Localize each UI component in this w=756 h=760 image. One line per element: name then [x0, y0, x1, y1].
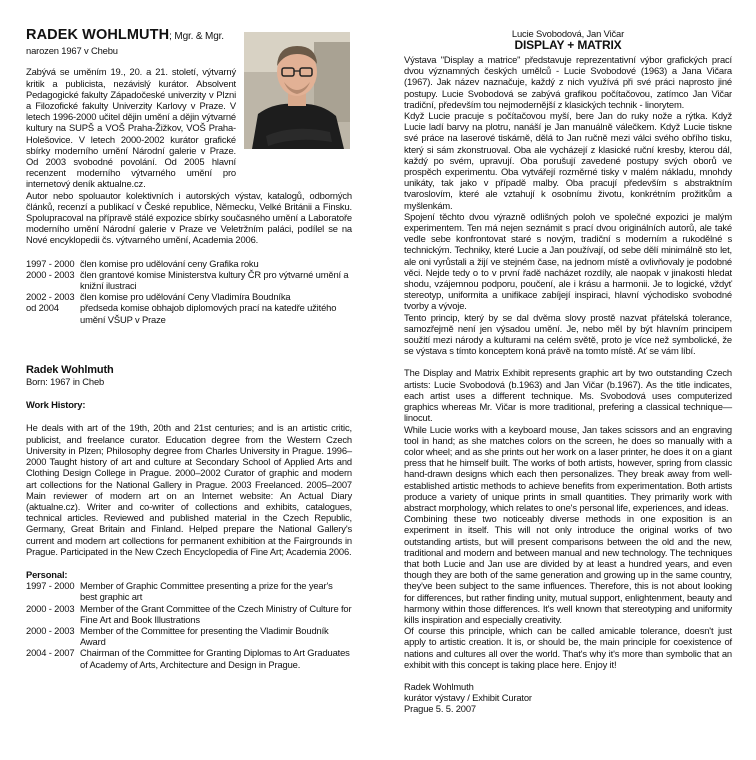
en-paragraph: The Display and Matrix Exhibit represents graphic art by two outstanding Czech artists: Lucie Svobodová (b.1963) and Jan Vičar (b.1967). As the title indicates, each artist uses a different technique. Ms. Svobodová uses computerized graphics whereas Mr. Vičar is more traditional, prefering a classical technique—linocut. — [404, 367, 732, 424]
cz-paragraph: Když Lucie pracuje s počítačovou myší, bere Jan do ruky nože a rýtka. Když Lucie ladí barvy na plotru, nanáší je Jan manuálně válečkem. Když Lucie tiskne své práce na laserové tiskárně, dělá to Jan ručně mezi válci svého obřího tisku, který si sám zkonstruoval. Oba ale vycházejí z klasické ruční kresby, kterou dál, každý po svém, upravují. Oba porušují zavedené postupy svých oborů ve prospěch experimentu. Oba vytvářejí rozměrné tisky v malém nákladu, mnohdy unikáty, tak jako v případě malby. Oba pracují především s abstraktním tvaroslovím, které ale vztahují k osobnímu životu, konkrétním prožitkům a myšlenkám. — [404, 110, 732, 211]
personal-years: 2004 - 2007 — [26, 647, 75, 659]
table-row — [26, 603, 352, 625]
en-paragraph: While Lucie works with a keyboard mouse, Jan takes scissors and an engraving tool in hand; as she matches colors on the screen, he does so manually with a color wheel; and as she prints out her work on a laser printer, he does it on a giant press that he himself built. The works of both artists, however, spring from classic hand-drawn designs which each then personalizes. They break away from well-established artistic methods to achieve benefits from experimentation. Both artists produce a variety of unique prints in small quantities. They primarily work with abstract morphology, which relates to one's personal life, experiences, and ideas. — [404, 423, 732, 513]
cz-bio-header — [26, 27, 352, 43]
table-row — [26, 258, 352, 269]
personal-years: 1997 - 2000 — [26, 580, 75, 592]
personal-text: Member of the Committee for presenting the Vladimir Boudník Award — [80, 624, 329, 648]
work-history-paragraph: He deals with art of the 19th, 20th and 21st centuries; and is an artistic critic, publicist, and freelance curator. Education degree from the Western Czech University in Plzen; Philosophy degree from Charles University in Prague. 1996–2000 Taught history of art and culture at Secondary School of Applied Arts and Clothing Design College in Prague. 2000–2002 Curator of graphic and modern art collections for the National Gallery in Prague. 2003 Freelanced. 2005–2007 Main reviewer of modern art on an Internet website: An Actual Diary (aktualne.cz). Writer and co-writer of collections and exhibits, catalogues, technical articles. Reviewed and published material in the Czech Republic, Germany, Great Britain and Finland. Helped prepare the National Gallery's current and modern art collections for permanent exhibition at the Fairgrounds in Prague. Participated in the New Czech Encyclopedia of Fine Art; Academia 2006. — [26, 422, 352, 557]
curator-degrees: ; Mgr. & Mgr. — [169, 31, 224, 42]
personal-years: 2000 - 2003 — [26, 624, 75, 636]
en-paragraph: Of course this principle, which can be called amicable tolerance, doesn't just apply to artistic creation. It is, or should be, the main principle for coexistence of nations and cultures all over the world. That's why it's more than symbolic that an exhibit with this concept is taking place here. Enjoy it! — [404, 625, 732, 670]
personal-text: Member of Graphic Committee presenting a prize for the year's best graphic art — [80, 580, 333, 603]
curator-bio-column — [26, 27, 352, 670]
signature-place-date: Prague 5. 5. 2007 — [404, 703, 476, 715]
table-row — [26, 580, 352, 602]
history-text: předseda komise obhajob diplomových prací na katedře užitého umění VŠUP v Praze — [80, 302, 337, 325]
cz-paragraph: Tento princip, který by se dal dvěma slovy prostě nazvat přátelská tolerance, samozřejmě není jen výsadou umění. Je, nebo měl by být hlavním principem soužití mezi národy a kulturami na celém světě, proto je více než symbolické, že se výstava s tímto konceptem koná právě na tomto místě. Ať se vám líbí. — [404, 311, 732, 357]
personal-text: Chairman of the Committee for Granting Diplomas to Art Graduates of Academy of Arts, Architecture and Design in Prague. — [80, 647, 350, 670]
history-years: od 2004 — [26, 302, 59, 314]
table-row — [26, 269, 352, 291]
signature-role: kurátor výstavy / Exhibit Curator — [404, 692, 532, 704]
exhibit-text-column — [404, 28, 732, 715]
history-text: člen komise pro udělování ceny Grafika roku — [80, 257, 259, 269]
signature-name: Radek Wohlmuth — [404, 680, 474, 692]
work-history-heading: Work History: — [26, 399, 86, 411]
table-row — [26, 291, 352, 302]
exhibit-title: DISPLAY + MATRIX — [514, 38, 622, 52]
table-row — [26, 302, 352, 324]
cz-birth-line: narozen 1967 v Chebu — [26, 45, 118, 57]
history-years: 1997 - 2000 — [26, 257, 75, 269]
personal-years: 2000 - 2003 — [26, 602, 75, 614]
cz-paragraph: Výstava "Display a matrice" představuje reprezentativní výbor grafických prací dvou významných českých umělců - Lucie Svobodové (1963) a Jana Vičara (1967). Jak název naznačuje, každý z nich využívá při své práci naprosto jiné postupy. Lucie Svobodová se zabývá grafikou počítačovou, zatímco Jan Vičar tradiční, především tou nejmodernější z klasických technik - linorytem. — [404, 54, 732, 110]
en-curator-name: Radek Wohlmuth — [26, 363, 114, 376]
personal-heading: Personal: — [26, 568, 68, 580]
cz-history-table — [26, 258, 352, 325]
exhibit-artists: Lucie Svobodová, Jan Vičar — [511, 28, 625, 39]
cz-paragraph: Spojení těchto dvou výrazně odlišných poloh ve společné expozici je malým experimentem. Ten má nejen seznámit s prací dvou originálních autorů, ale také vedle sebe konfrontovat staré s novým, tradiční s moderním a rukodělné s technickým. Techniky, které Lucie a Jan používají, od sebe dělí minimálně sto let, ale oni vyrůstali a žijí ve stejném čase, na jednom místě a ovlivňovaly je podobné věci. Nejde tedy o to v první řadě nacházet rozdíly, ale naopak v jinakosti hledat shodu, vzájemnou podporu, poučení, ale i krásu a harmonii. Je to logické, vždyť stereotyp, uniformita a unifikace zabíjejí inspiraci, hlavní východisko svobodné tvorby a vývoje. — [404, 210, 732, 312]
table-row — [26, 625, 352, 647]
history-text: člen grantové komise Ministerstva kultury ČR pro výtvarné umění a knižní ilustraci — [80, 268, 349, 292]
table-row — [26, 647, 352, 669]
history-years: 2002 - 2003 — [26, 291, 75, 303]
cz-exhibit-text — [404, 54, 732, 356]
en-birth-line: Born: 1967 in Cheb — [26, 376, 105, 388]
curator-name: RADEK WOHLMUTH — [26, 27, 170, 43]
cz-bio-paragraph-wrapped: Zabývá se uměním 19., 20. a 21. století, výtvarný kritik a publicista, nezávislý kurátor. Absolvent Pedagogické fakulty Západočeské univerzity v Plzni a Filozofické fakulty Univerzity Karlovy v Praze. V letech 1996-2000 učitel dějin umění a dějin výtvarné kultury na SUPŠ a VOŠ Praha-Žižkov, VOŠ Praha-Holešovice. V letech 2000-2002 kurátor grafické sbírky moderního umění Národní galerie v Praze. Od 2003 svobodné povolání. Od 2005 hlavní recenzent moderního výtvarného umění pro internetový deník aktualne.cz. — [26, 66, 236, 190]
en-paragraph: Combining these two noticeably diverse methods in one exposition is an experiment in itself. This will not only introduce the original works of two outstanding artists, but will present comparisons between the old and the new, traditional and modern and between manual and new technology. The techniques that both Lucie and Jan use are divided by at least a hundred years, and even though they are both of the same generation and growing up in the same country, they've been subject to the same influences. Therefore, this is not about looking for differences, but rather finding unity, mutual support, enlightenment, beauty and harmony within those differences. It's well known that stereotyping and uniformity kills inspiration and especially creativity. — [404, 513, 732, 625]
personal-history-table — [26, 580, 352, 670]
personal-text: Member of the Grant Committee of the Czech Ministry of Culture for Fine Art and Book Illustrations — [80, 602, 352, 625]
history-text: člen komise pro udělování Ceny Vladimíra Boudníka — [80, 291, 291, 303]
cz-bio-paragraph-full: Autor nebo spoluautor kolektivních i autorských výstav, katalogů, odborných článků, recenzí a publikací v České republice, Německu, Velké Británii a Finsku. Spolupracoval na přípravě stálé expozice sbírky současného umění a Laboratoře moderního umění Národní galerie v Praze ve Veletržním paláci, podílel se na Nové encyklopedii čs. výtvarného umění, Academia 2006. — [26, 189, 352, 246]
en-exhibit-text — [404, 367, 732, 669]
history-years: 2000 - 2003 — [26, 268, 75, 280]
signature-block — [404, 681, 732, 715]
